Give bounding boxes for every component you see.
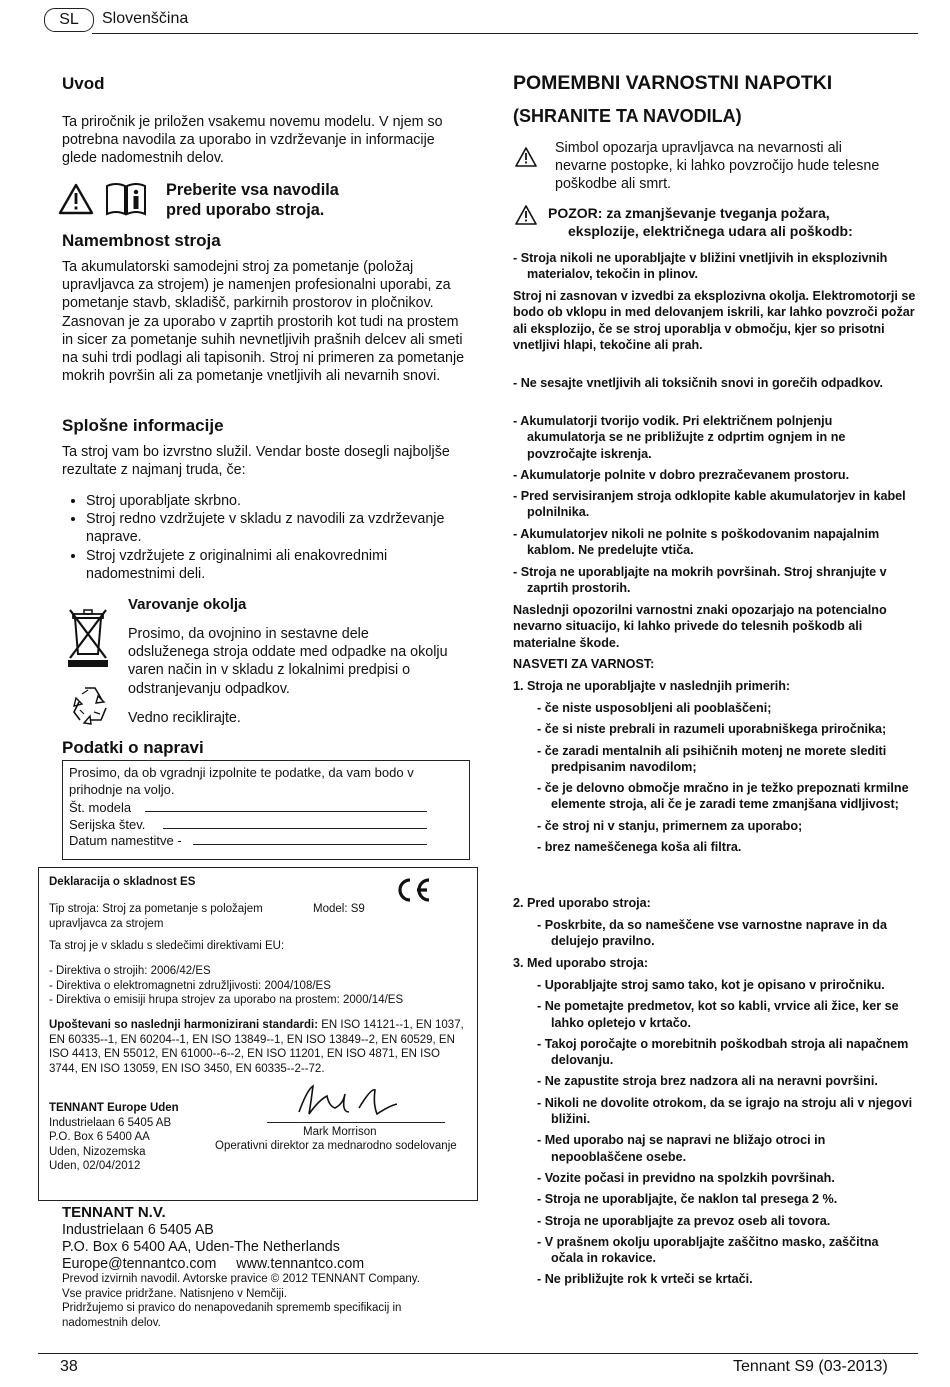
conformity-title: Deklaracija o skladnost ES [49, 876, 196, 888]
general-text: Ta stroj vam bo izvrstno služil. Vendar boste dosegli najboljše rezultate z najmanj truda, če: [62, 444, 450, 479]
pozor-text: za zmanjševanje tveganja požara, [606, 205, 830, 221]
address-line: Uden, Nizozemska [49, 1145, 146, 1158]
intro-text: Ta priročnik je priložen vsakemu novemu modelu. V njem so potrebna navodila za uporabo in vzdrževanje in informacije glede nadomestnih delov. [62, 114, 443, 167]
safety-item: - Stroja nikoli ne uporabljajte v bližini vnetljivih in eksplozivnih materialov, tekočin in plinov. [513, 251, 888, 282]
section-2-list [513, 917, 913, 950]
legal-line: Prevod izvirnih navodil. Avtorske pravice © 2012 TENNANT Company. [62, 1273, 420, 1285]
symbol-text: Simbol opozarja upravljavca na nevarnosti ali nevarne postopke, ki lahko povzročijo hude telesne poškodbe ali smrt. [555, 140, 880, 193]
footer-address [62, 1222, 482, 1273]
safety-item: - Ne sesajte vnetljivih ali toksičnih snovi in gorečih odpadkov. [513, 376, 883, 390]
list-item: • Stroj vzdržujete z originalnimi ali enakovrednimi nadomestnimi deli. [86, 547, 466, 583]
list-item: - če stroj ni v stanju, primernem za uporabo; [537, 818, 803, 833]
list-item: - Uporabljajte stroj samo tako, kot je opisano v priročniku. [537, 978, 885, 992]
list-item: - Nikoli ne dovolite otrokom, da se igrajo na stroju ali v njegovi bližini. [537, 1095, 913, 1127]
safety-item: Stroj ni zasnovan v izvedbi za eksplozivna okolja. Elektromotorji se bodo ob vklopu in med delovanjem iskrili, kar lahko povzroči požar ali eksplozijo, če se stroj uporablja v območju, kjer so prisotni vnetljivi hlapi, tekočine ali prah. [513, 289, 916, 352]
language-badge [44, 8, 94, 32]
standards-label: Upoštevani so naslednji harmonizirani standardi: [49, 1019, 319, 1031]
safety-item: Naslednji opozorilni varnostni znaki opozarjajo na potencialno nevarno situacijo, ki lahko privede do telesnih poškodb ali materialne škode. [513, 603, 887, 650]
signature [289, 1082, 439, 1122]
directive-item: - Direktiva o emisiji hrupa strojev za uporabo na prostem: 2000/14/ES [49, 994, 404, 1006]
footer-legal [62, 1272, 462, 1330]
list-item: - Stroja ne uporabljajte, če naklon tal presega 2 %. [537, 1192, 838, 1207]
conformity-box [38, 867, 478, 1201]
conformity-model: Model: S9 [313, 903, 365, 915]
section-3-list [513, 977, 913, 1288]
warning-triangle-icon [515, 205, 537, 225]
footer-line: Europe@tennantco.com www.tennantco.com [62, 1256, 365, 1272]
footer-line: Industrielaan 6 5405 AB [62, 1222, 214, 1238]
list-item: - Med uporabo naj se napravi ne bližajo otroci in nepooblaščene osebe. [537, 1133, 826, 1164]
waste-bin-icon [66, 606, 110, 668]
date-label: Datum namestitve - [69, 833, 182, 848]
standards-text [49, 1018, 464, 1076]
signer-name: Mark Morrison [303, 1126, 377, 1138]
recycle-icon [68, 684, 112, 726]
document-reference: Tennant S9 (03-2013) [733, 1358, 888, 1375]
address-line: Uden, 02/04/2012 [49, 1160, 141, 1172]
address-line: Industrielaan 6 5405 AB [49, 1116, 172, 1129]
safety-subtitle: (SHRANITE TA NAVODILA) [513, 106, 742, 126]
purpose-text: Ta akumulatorski samodejni stroj za pometanje (položaj upravljavca za strojem) je namenjen profesionalni uporabi, za pometanje stavb, skladišč, parkirnih prostorov in pločnikov. Zasnovan je za uporabo v zaprtih prostorih kot tudi na prostem in sicer za pometanje suhih nevnetljivih prašnih delcev ali smeti na suhi trdi podlagi ali tapisonih. Stroj ni primeren za pometanje mokrih površin ali za pometanje vnetljivih ali nevarnih snovi. [62, 259, 465, 385]
list-item: - če zaradi mentalnih ali psihičnih motenj ne morete slediti predpisanim navodilom; [537, 743, 887, 774]
section-2-heading: 2. Pred uporabo stroja: [513, 896, 651, 910]
env-recycle: Vedno reciklirajte. [128, 710, 241, 726]
device-intro: Prosimo, da ob vgradnji izpolnite te podatke, da vam bodo v prihodnje na voljo. [69, 765, 414, 797]
read-manual-text: Preberite vsa navodila pred uporabo stroja. [166, 181, 339, 219]
section-1-heading: 1. Stroja ne uporabljajte v naslednjih primerih: [513, 679, 791, 693]
directive-item: - Direktiva o elektromagnetni združljivosti: 2004/108/ES [49, 979, 331, 992]
list-item: - brez nameščenega koša ali filtra. [537, 840, 742, 855]
address-line: P.O. Box 6 5400 AA [49, 1131, 150, 1143]
page-number: 38 [60, 1358, 78, 1375]
directives-intro: Ta stroj je v skladu s sledečimi direktivami EU: [49, 940, 285, 952]
purpose-title: Namembnost stroja [62, 231, 221, 250]
section-3-heading: 3. Med uporabo stroja: [513, 956, 649, 970]
list-item: - V prašnem okolju uporabljajte zaščitno masko, zaščitna očala in rokavice. [537, 1234, 879, 1266]
conformity-type: Tip stroja: Stroj za pometanje s položajem upravljavca za strojem [49, 903, 263, 930]
signer-role: Operativni direktor za mednarodno sodelovanje [215, 1140, 457, 1152]
general-title: Splošne informacije [62, 416, 224, 435]
ce-mark-icon [393, 876, 433, 904]
safety-item: - Akumulatorjev nikoli ne polnite s poškodovanim napajalnim kablom. Ne predelujte vtiča. [513, 527, 880, 558]
list-item: - Vozite počasi in previdno na spolzkih površinah. [537, 1170, 835, 1185]
list-item: - če si niste prebrali in razumeli uporabniškega priročnika; [537, 722, 887, 737]
signature-line [267, 1122, 445, 1123]
device-title: Podatki o napravi [62, 738, 204, 757]
footer-company: TENNANT N.V. [62, 1204, 166, 1221]
serial-field[interactable] [163, 816, 427, 829]
list-item: - Ne pometajte predmetov, kot so kabli, vrvice ali žice, ker se lahko opletejo v krtačo. [537, 999, 899, 1030]
standards-list: EN ISO 14121--1, EN 1037, EN 60335--1, EN 60204--1, EN ISO 13849--1, EN ISO 13849--2, EN 60529, EN ISO 4413, EN 55012, EN 61000--6--2, EN ISO 11201, EN ISO 4871, EN ISO 3744, EN ISO 13059, EN ISO 3450, EN 60335--2--72. [49, 1019, 464, 1075]
env-title: Varovanje okolja [128, 596, 247, 613]
safety-item: - Akumulatorji tvorijo vodik. Pri električnem polnjenju akumulatorja se ne približujte z odprtim ognjem in ne povzročajte iskrenja. [513, 414, 846, 461]
directive-item: - Direktiva o strojih: 2006/42/ES [49, 965, 211, 977]
serial-row [69, 816, 427, 834]
intro-title: Uvod [62, 74, 105, 93]
date-field[interactable] [193, 832, 427, 845]
read-manual-icon [104, 181, 148, 217]
nasveti-heading: NASVETI ZA VARNOST: [513, 657, 655, 671]
model-row [69, 799, 427, 817]
list-item: - če niste usposobljeni ali pooblaščeni; [537, 701, 772, 715]
warning-triangle-icon [515, 147, 537, 167]
legal-line: Vse pravice pridržane. Natisnjeno v Nemčiji. [62, 1287, 287, 1300]
pozor-line-2: eksplozije, električnega udara ali poškodb: [568, 223, 853, 239]
list-item: - Ne približujte rok k vrteči se krtači. [537, 1272, 753, 1287]
header-rule [92, 33, 918, 34]
safety-item: - Pred servisiranjem stroja odklopite kable akumulatorjev in kabel polnilnika. [513, 489, 906, 520]
manufacturer-name: TENNANT Europe Uden [49, 1102, 179, 1114]
safety-item: - Stroja ne uporabljajte na mokrih površinah. Stroj shranjujte v zaprtih prostorih. [513, 565, 887, 596]
directive-list [49, 964, 469, 1008]
manufacturer-address [49, 1101, 179, 1174]
model-label: Št. modela [69, 800, 132, 815]
list-item: - Stroja ne uporabljajte za prevoz oseb ali tovora. [537, 1213, 831, 1228]
list-item: - Takoj poročajte o morebitnih poškodbah stroja ali napačnem delovanju. [537, 1036, 909, 1068]
model-field[interactable] [145, 799, 427, 812]
serial-label: Serijska štev. [69, 817, 146, 832]
pozor-line-1 [548, 204, 830, 222]
list-item: - če je delovno območje mračno in je težko prepoznati krmilne elemente stroja, ali če je zaradi teme zmanjšana vidljivost; [537, 781, 909, 812]
list-item: - Poskrbite, da so nameščene vse varnostne naprave in da delujejo pravilno. [537, 918, 887, 949]
list-item: • Stroj redno vzdržujete v skladu z navodili za vzdrževanje naprave. [86, 510, 466, 546]
general-bullets [60, 492, 466, 583]
env-text: Prosimo, da ovojnino in sestavne dele odsluženega stroja oddate med odpadke na okolju varen način in v skladu z lokalnimi predpisi o odstranjevanju odpadkov. [128, 626, 448, 697]
safety-title: POMEMBNI VARNOSTNI NAPOTKI [513, 72, 833, 94]
footer-line: P.O. Box 6 5400 AA, Uden-The Netherlands [62, 1239, 340, 1255]
device-data-box [62, 760, 470, 860]
language-name: Slovenščina [102, 10, 189, 27]
warning-triangle-icon [58, 183, 94, 215]
list-item: • Stroj uporabljate skrbno. [86, 492, 466, 510]
section-1-list [513, 700, 913, 855]
language-code: SL [59, 11, 79, 28]
legal-line: Pridržujemo si pravico do nenapovedanih sprememb specifikacij in nadomestnih delov. [62, 1302, 402, 1329]
pozor-label: POZOR: [548, 205, 603, 221]
list-item: - Ne zapustite stroja brez nadzora ali na neravni površini. [537, 1074, 878, 1089]
safety-item: - Akumulatorje polnite v dobro prezračevanem prostoru. [513, 468, 850, 482]
footer-rule [38, 1353, 918, 1354]
date-row [69, 832, 427, 850]
